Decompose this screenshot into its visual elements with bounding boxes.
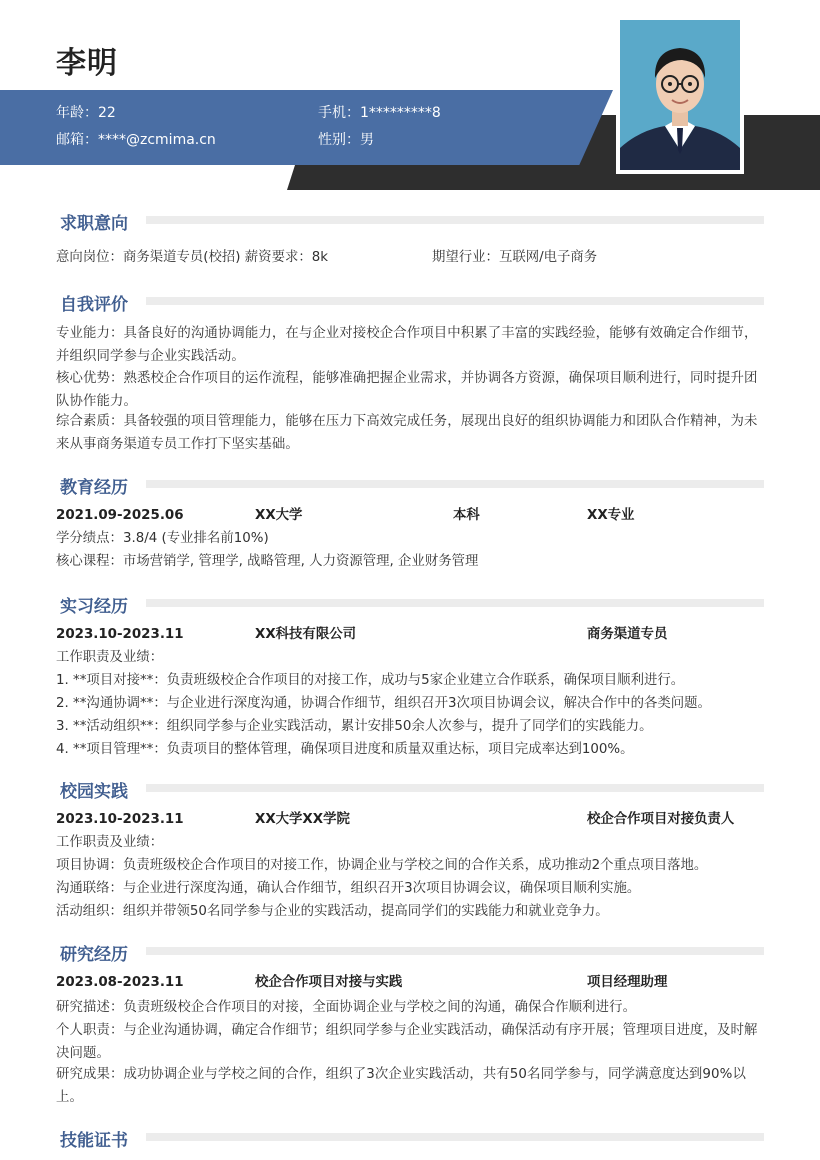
internship-item: 4. **项目管理**：负责项目的整体管理，确保项目进度和质量双重达标，项目完成率达到100%。: [56, 742, 634, 757]
education-courses: 核心课程：市场营销学, 管理学, 战略管理, 人力资源管理, 企业财务管理: [56, 554, 479, 569]
self-paragraph: 综合素质：具备较强的项目管理能力，能够在压力下高效完成任务，展现出良好的组织协调能力和团队合作精神，为未来从事商务渠道专员工作打下坚实基础。: [56, 414, 758, 452]
education-degree: 本科: [453, 508, 480, 523]
campus-item: 沟通联络：与企业进行深度沟通，确认合作细节，组织召开3次项目协调会议，确保项目顺利实施。: [56, 881, 641, 896]
self-paragraph: 专业能力：具备良好的沟通协调能力，在与企业对接校企合作项目中积累了丰富的实践经验，能够有效确定合作细节，并组织同学参与企业实践活动。: [56, 326, 758, 364]
internship-company: XX科技有限公司: [255, 627, 356, 642]
section-title-self: 自我评价: [60, 295, 128, 315]
intent-industry: 期望行业：互联网/电子商务: [432, 250, 598, 265]
internship-role: 商务渠道专员: [587, 627, 668, 642]
education-gpa: 学分绩点：3.8/4 (专业排名前10%): [56, 531, 269, 546]
section-title-education: 教育经历: [60, 478, 128, 498]
campus-org: XX大学XX学院: [255, 812, 350, 827]
research-item: 研究成果：成功协调企业与学校之间的合作，组织了3次企业实践活动，共有50名同学参与，同学满意度达到90%以上。: [56, 1067, 746, 1105]
section-divider: [146, 947, 764, 955]
research-date: 2023.08-2023.11: [56, 975, 184, 990]
phone-field: 手机：1*********8: [318, 105, 441, 121]
candidate-name: 李明: [56, 46, 118, 81]
education-school: XX大学: [255, 508, 303, 523]
section-title-campus: 校园实践: [60, 782, 128, 802]
self-paragraph: 核心优势：熟悉校企合作项目的运作流程，能够准确把握企业需求，并协调各方资源，确保项目顺利进行，同时提升团队协作能力。: [56, 371, 758, 409]
education-date: 2021.09-2025.06: [56, 508, 184, 523]
internship-date: 2023.10-2023.11: [56, 627, 184, 642]
section-divider: [146, 784, 764, 792]
education-major: XX专业: [587, 508, 635, 523]
campus-role: 校企合作项目对接负责人: [587, 812, 735, 827]
research-item: 研究描述：负责班级校企合作项目的对接，全面协调企业与学校之间的沟通，确保合作顺利进行。: [56, 1000, 637, 1015]
internship-item: 3. **活动组织**：组织同学参与企业实践活动，累计安排50余人次参与，提升了同学们的实践能力。: [56, 719, 653, 734]
campus-date: 2023.10-2023.11: [56, 812, 184, 827]
campus-duty-label: 工作职责及业绩：: [56, 835, 164, 850]
research-item: 个人职责：与企业沟通协调，确定合作细节；组织同学参与企业实践活动，确保活动有序开展；管理项目进度，及时解决问题。: [56, 1023, 758, 1061]
internship-duty-label: 工作职责及业绩：: [56, 650, 164, 665]
section-divider: [146, 480, 764, 488]
age-field: 年龄：22: [56, 105, 116, 121]
section-divider: [146, 1133, 764, 1141]
section-divider: [146, 599, 764, 607]
gender-field: 性别：男: [318, 132, 374, 148]
section-title-intent: 求职意向: [60, 214, 128, 234]
intent-position-salary: 意向岗位：商务渠道专员(校招) 薪资要求：8k: [56, 250, 329, 265]
campus-item: 活动组织：组织并带领50名同学参与企业的实践活动，提高同学们的实践能力和就业竞争力。: [56, 904, 609, 919]
section-title-internship: 实习经历: [60, 597, 128, 617]
section-title-research: 研究经历: [60, 945, 128, 965]
research-project: 校企合作项目对接与实践: [255, 975, 403, 990]
section-divider: [146, 297, 764, 305]
avatar-photo: [616, 16, 744, 174]
internship-item: 1. **项目对接**：负责班级校企合作项目的对接工作，成功与5家企业建立合作联系，确保项目顺利进行。: [56, 673, 685, 688]
section-title-skills: 技能证书: [60, 1131, 128, 1151]
email-field: 邮箱：****@zcmima.cn: [56, 132, 216, 148]
internship-item: 2. **沟通协调**：与企业进行深度沟通，协调合作细节，组织召开3次项目协调会议，解决合作中的各类问题。: [56, 696, 711, 711]
section-divider: [146, 216, 764, 224]
campus-item: 项目协调：负责班级校企合作项目的对接工作，协调企业与学校之间的合作关系，成功推动2个重点项目落地。: [56, 858, 708, 873]
portrait-image: [620, 20, 740, 170]
research-role: 项目经理助理: [587, 975, 668, 990]
